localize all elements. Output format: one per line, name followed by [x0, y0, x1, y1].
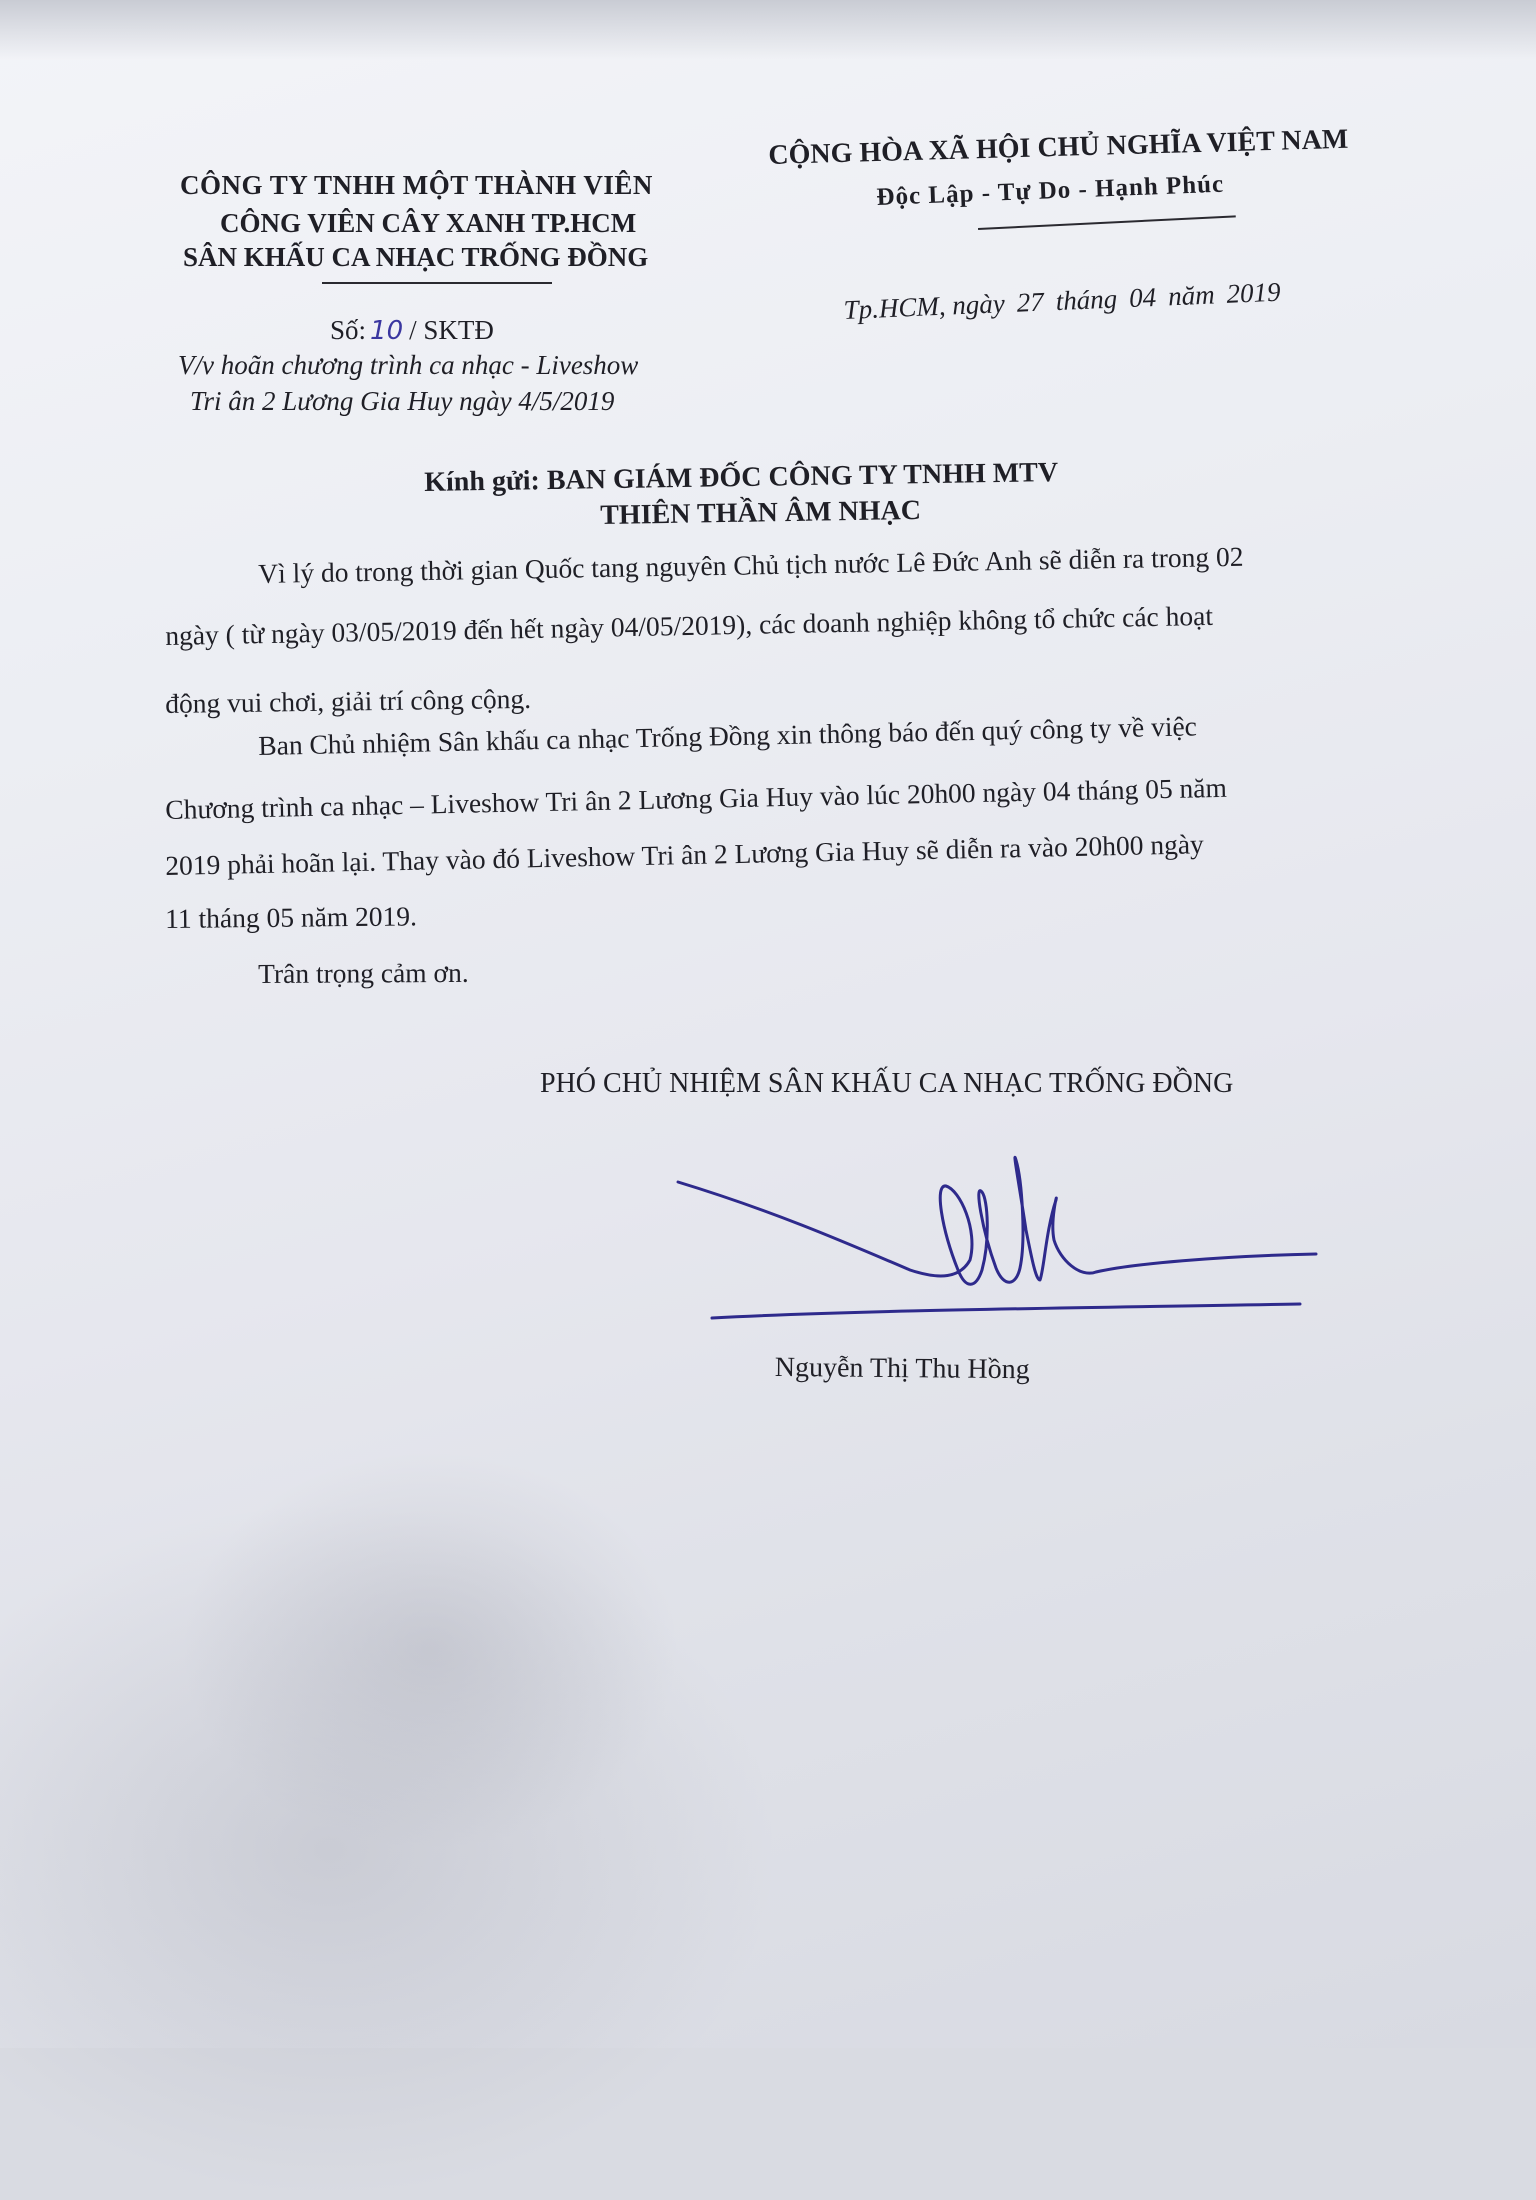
body-paragraph1-line3: động vui chơi, giải trí công cộng.: [165, 682, 532, 719]
date-place: Tp.HCM, ngày: [843, 288, 1006, 325]
date-day: 27: [1016, 286, 1045, 318]
recipient-label: Kính gửi:: [424, 465, 541, 498]
body-paragraph1-line1: Vì lý do trong thời gian Quốc tang nguyên Chủ tịch nước Lê Đức Anh sẽ diễn ra trong 02: [258, 540, 1244, 589]
body-paragraph1-line2: ngày ( từ ngày 03/05/2019 đến hết ngày 04/05/2019), các doanh nghiệp không tổ chức các hoạt: [165, 599, 1214, 651]
doc-number-suffix: / SKTĐ: [409, 315, 494, 345]
signatory-title: PHÓ CHỦ NHIỆM SÂN KHẤU CA NHẠC TRỐNG ĐỒNG: [540, 1068, 1234, 1099]
signature-underline: [712, 1304, 1300, 1318]
national-title: CỘNG HÒA XÃ HỘI CHỦ NGHĨA VIỆT NAM: [768, 123, 1349, 171]
fold-shadow: [180, 1450, 680, 1850]
signer-name: Nguyễn Thị Thu Hồng: [774, 1352, 1030, 1386]
org-name-line1: CÔNG TY TNHH MỘT THÀNH VIÊN: [180, 170, 653, 200]
date-year-label: năm: [1167, 279, 1216, 312]
doc-number-handwritten: 10: [370, 316, 404, 346]
national-motto: Độc Lập - Tự Do - Hạnh Phúc: [876, 170, 1225, 211]
body-paragraph2-line1: Ban Chủ nhiệm Sân khấu ca nhạc Trống Đồng xin thông báo đến quý công ty về việc: [258, 710, 1198, 761]
recipient-line2: THIÊN THẦN ÂM NHẠC: [600, 494, 922, 531]
document-number: [330, 315, 494, 346]
org-name-line3: SÂN KHẤU CA NHẠC TRỐNG ĐỒNG: [183, 242, 649, 272]
closing-text: Trân trọng cảm ơn.: [258, 956, 469, 989]
body-paragraph2-line4: 11 tháng 05 năm 2019.: [165, 900, 418, 934]
signature-stroke: [678, 1157, 1316, 1284]
body-paragraph2-line3: 2019 phải hoãn lại. Thay vào đó Liveshow Tri ân 2 Lương Gia Huy sẽ diễn ra vào 20h00 ngày: [165, 828, 1205, 881]
date-month-label: tháng: [1055, 283, 1118, 317]
date-month: 04: [1128, 281, 1157, 314]
handwritten-signature: [660, 1120, 1340, 1340]
doc-number-prefix: Số:: [330, 315, 367, 345]
org-underline: [322, 282, 552, 284]
org-name-line2: CÔNG VIÊN CÂY XANH TP.HCM: [220, 208, 637, 238]
date-year: 2019: [1225, 276, 1282, 309]
body-paragraph2-line2: Chương trình ca nhạc – Liveshow Tri ân 2 Lương Gia Huy vào lúc 20h00 ngày 04 tháng 05 năm: [165, 771, 1228, 825]
subject-line1: V/v hoãn chương trình ca nhạc - Liveshow: [178, 350, 639, 380]
paper-top-shadow: [0, 0, 1536, 60]
recipient-name-line1: BAN GIÁM ĐỐC CÔNG TY TNHH MTV: [546, 457, 1059, 497]
subject-line2: Tri ân 2 Lương Gia Huy ngày 4/5/2019: [190, 386, 615, 416]
